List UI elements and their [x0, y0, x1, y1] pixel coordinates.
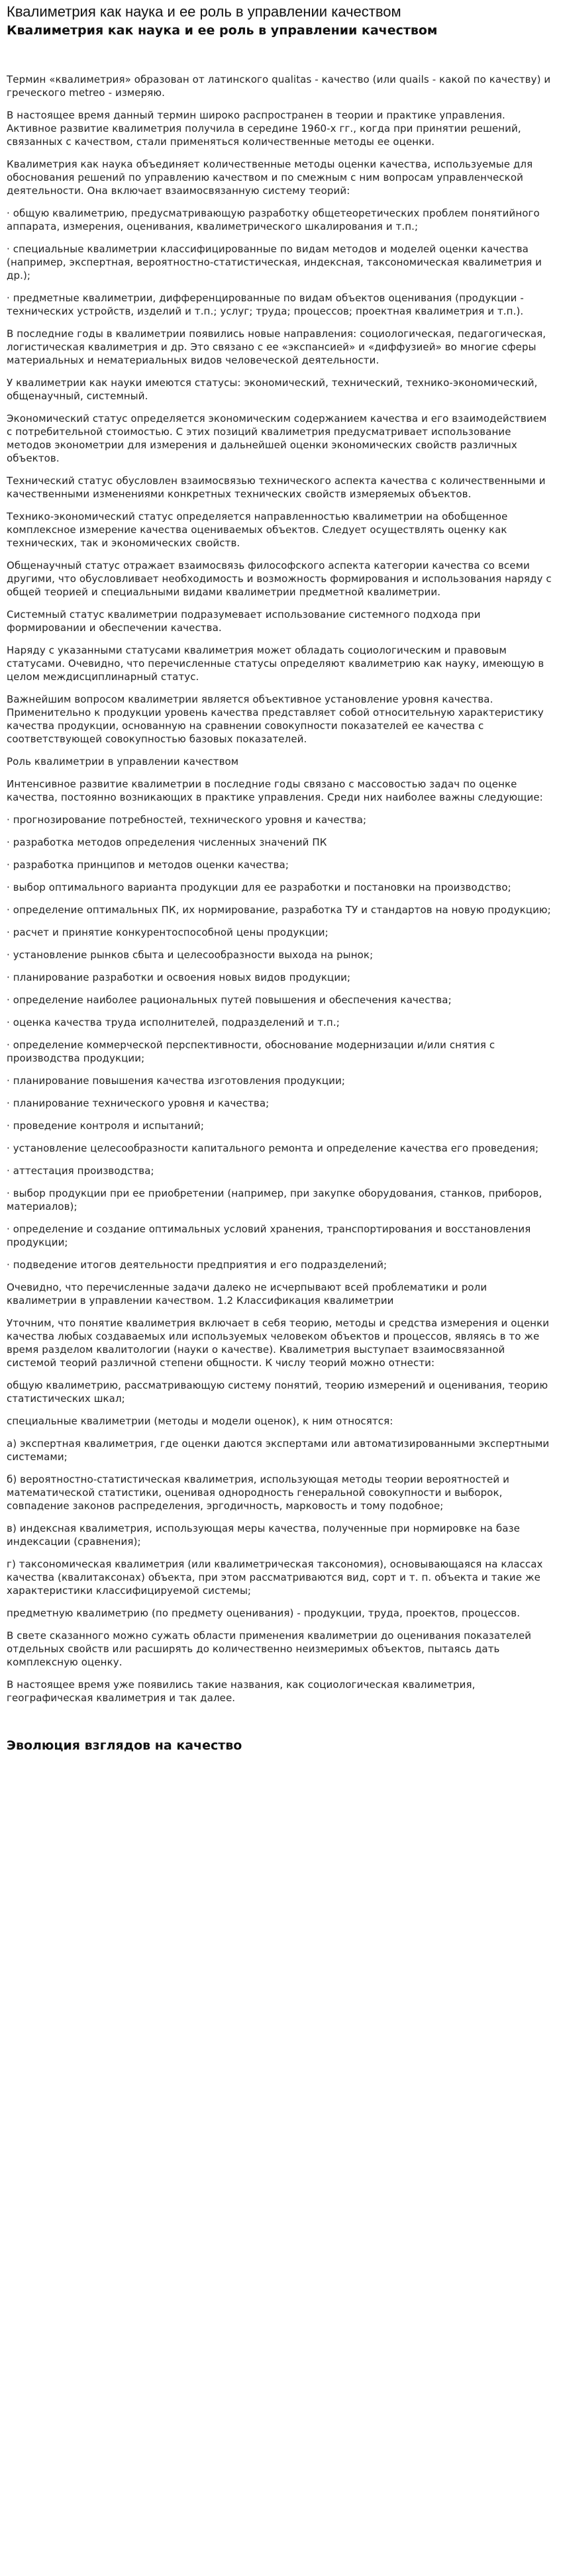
paragraph: · разработка методов определения численных значений ПК [7, 836, 327, 848]
page-title: Квалиметрия как наука и ее роль в управлении качеством [7, 3, 401, 20]
paragraph: · определение и создание оптимальных условий хранения, транспортирования и восстановления продукции; [7, 1223, 531, 1248]
paragraph: Квалиметрия как наука объединяет количественные методы оценки качества, используемые для обоснования решений по управлению качеством и по смежным с ним вопросам управленческой деятельности. Она включает взаимосвязанную систему теорий: [7, 158, 533, 197]
paragraph: · аттестация производства; [7, 1165, 154, 1177]
paragraph: Общенаучный статус отражает взаимосвязь философского аспекта категории качества со всеми другими, что обусловливает необходимость и возможность формирования и использования наряду с общей теорией и специальными видами квалиметрии предметной квалиметрии. [7, 560, 552, 598]
paragraph: · расчет и принятие конкурентоспособной цены продукции; [7, 926, 329, 938]
paragraph: б) вероятностно-статистическая квалиметрия, использующая методы теории вероятностей и математической статистики, оценивая однородность генеральной совокупности и выборок, совпадение законов распределения, эргодичность, марковость и тому подобное; [7, 1473, 509, 1512]
paragraph: · выбор продукции при ее приобретении (например, при закупке оборудования, станков, приборов, материалов); [7, 1187, 542, 1213]
paragraph: Очевидно, что перечисленные задачи далеко не исчерпывают всей проблематики и роли квалиметрии в управлении качеством. 1.2 Классификация квалиметрии [7, 1281, 487, 1307]
paragraph: · определение оптимальных ПК, их нормирование, разработка ТУ и стандартов на новую продукцию; [7, 904, 551, 916]
paragraph: У квалиметрии как науки имеются статусы: экономический, технический, технико-экономический, общенаучный, системный. [7, 377, 538, 402]
paragraph: Важнейшим вопросом квалиметрии является объективное установление уровня качества. Применительно к продукции уровень качества представляет собой относительную характеристику качества продукции, основанную на сравнении совокупности показателей ее качества с соответствующей совокупностью базовых показателей. [7, 693, 544, 745]
article-subtitle: Квалиметрия как наука и ее роль в управлении качеством [7, 23, 438, 38]
paragraph: в) индексная квалиметрия, использующая меры качества, полученные при нормировке на базе индексации (сравнения); [7, 1522, 520, 1548]
paragraph: · оценка качества труда исполнителей, подразделений и т.п.; [7, 1016, 340, 1028]
paragraph: предметную квалиметрию (по предмету оценивания) - продукции, труда, проектов, процессов. [7, 1607, 521, 1619]
paragraph: а) экспертная квалиметрия, где оценки даются экспертами или автоматизированными экспертными системами; [7, 1438, 550, 1463]
paragraph: г) таксономическая квалиметрия (или квалиметрическая таксономия), основывающаяся на классах качества (квалитаксонах) объекта, при этом рассматриваются вид, сорт и т. п. объекта и такие же характеристики классифицируемой системы; [7, 1558, 543, 1597]
paragraph: В настоящее время данный термин широко распространен в теории и практике управления. Активное развитие квалиметрия получила в середине 1960-х гг., когда при принятии решений, связанных с качеством, стали применяться количественные методы ее оценки. [7, 109, 521, 148]
paragraph: Технико-экономический статус определяется направленностью квалиметрии на обобщенное комплексное измерение качества оцениваемых объектов. Следует осуществлять оценку как технических, так и экономических свойств. [7, 511, 508, 549]
paragraph: Роль квалиметрии в управлении качеством [7, 756, 239, 768]
paragraph: общую квалиметрию, рассматривающую систему понятий, теорию измерений и оценивания, теорию статистических шкал; [7, 1379, 548, 1405]
paragraph: · специальные квалиметрии классифицированные по видам методов и моделей оценки качества (например, экспертная, вероятностно-статистическая, индексная, таксономическая квалиметрия и др.); [7, 243, 542, 281]
paragraph: Технический статус обусловлен взаимосвязью технического аспекта качества с количественными и качественными изменениями конкретных технических свойств измеряемых объектов. [7, 475, 546, 500]
paragraph: · планирование разработки и освоения новых видов продукции; [7, 971, 351, 983]
paragraph: · планирование технического уровня и качества; [7, 1097, 270, 1109]
paragraph: В настоящее время уже появились такие названия, как социологическая квалиметрия, географическая квалиметрия и так далее. [7, 1679, 476, 1704]
paragraph: · подведение итогов деятельности предприятия и его подразделений; [7, 1259, 387, 1271]
paragraph: В свете сказанного можно сужать области применения квалиметрии до оценивания показателей отдельных свойств или расширять до количественно неизмеримых объектов, пытаясь дать комплексную оценку. [7, 1630, 532, 1668]
paragraph: · установление целесообразности капитального ремонта и определение качества его проведения; [7, 1142, 539, 1154]
paragraph: специальные квалиметрии (методы и модели оценок), к ним относятся: [7, 1415, 393, 1427]
paragraph: · общую квалиметрию, предусматривающую разработку общетеоретических проблем понятийного аппарата, измерения, оценивания, квалиметрического шкалирования и т.п.; [7, 207, 540, 232]
paragraph: · прогнозирование потребностей, технического уровня и качества; [7, 814, 367, 826]
paragraph: Интенсивное развитие квалиметрии в последние годы связано с массовостью задач по оценке качества, постоянно возникающих в практике управления. Среди них наиболее важны следующие: [7, 778, 543, 803]
paragraph: · предметные квалиметрии, дифференцированные по видам объектов оценивания (продукции - технических устройств, изделий и т.п.; услуг; труда; процессов; проектная квалиметрия и т.п.). [7, 292, 524, 317]
paragraph: · установление рынков сбыта и целесообразности выхода на рынок; [7, 949, 374, 961]
paragraph: Термин «квалиметрия» образован от латинского qualitas - качество (или quails - какой по качеству) и греческого metreo - измеряю. [7, 74, 551, 99]
paragraph: Экономический статус определяется экономическим содержанием качества и его взаимодействием с потребительной стоимостью. С этих позиций квалиметрия предусматривает использование методов эконометрии для измерения и дальнейшей оценки экономических свойств различных объектов. [7, 413, 547, 464]
paragraph: · разработка принципов и методов оценки качества; [7, 859, 289, 871]
article-body [7, 73, 554, 1705]
paragraph: · выбор оптимального варианта продукции для ее разработки и постановки на производство; [7, 881, 511, 893]
paragraph: Наряду с указанными статусами квалиметрия может обладать социологическим и правовым статусами. Очевидно, что перечисленные статусы определяют квалиметрию как науку, имеющую в целом междисциплинарный статус. [7, 644, 544, 683]
paragraph: Уточним, что понятие квалиметрия включает в себя теорию, методы и средства измерения и оценки качества любых создаваемых или используемых человеком объектов и процессов, являясь в то же время разделом квалитологии (науки о качестве). Квалиметрия выступает взаимосвязанной системой теорий различной степени общности. К числу теорий можно отнести: [7, 1317, 550, 1369]
section-heading: Эволюция взглядов на качество [7, 1738, 242, 1753]
paragraph: · планирование повышения качества изготовления продукции; [7, 1075, 346, 1087]
paragraph: · проведение контроля и испытаний; [7, 1120, 204, 1132]
paragraph: · определение коммерческой перспективности, обоснование модернизации и/или снятия с производства продукции; [7, 1039, 495, 1064]
paragraph: Системный статус квалиметрии подразумевает использование системного подхода при формировании и обеспечении качества. [7, 609, 481, 634]
paragraph: В последние годы в квалиметрии появились новые направления: социологическая, педагогическая, логистическая квалиметрия и др. Это связано с ее «экспансией» и «диффузией» во многие сферы материальных и нематериальных видов человеческой деятельности. [7, 328, 546, 366]
paragraph: · определение наиболее рациональных путей повышения и обеспечения качества; [7, 994, 452, 1006]
